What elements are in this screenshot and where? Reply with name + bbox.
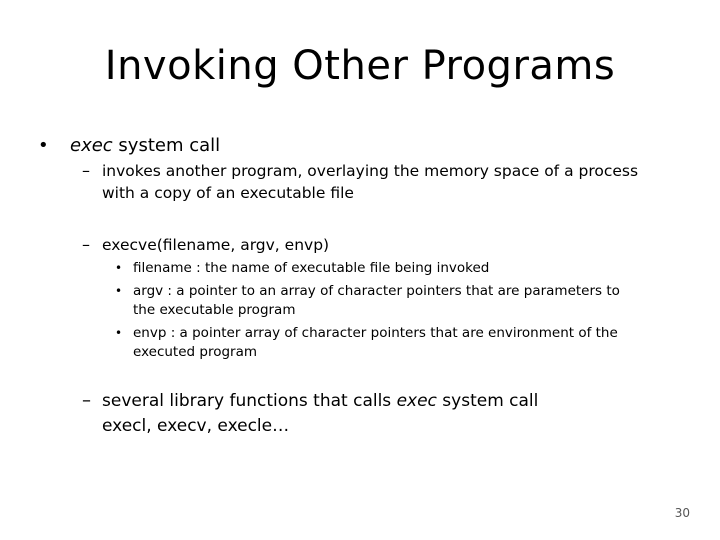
sub2-item3-line1: envp : a pointer array of character pointers that are environment of the bbox=[133, 325, 618, 341]
sub3-pre: several library functions that calls bbox=[102, 391, 397, 411]
sub1-dash: – bbox=[82, 161, 90, 180]
sub2-item2-line2: the executable program bbox=[133, 302, 296, 318]
sub3-post: system call bbox=[436, 391, 539, 411]
sub2-item1-bullet: • bbox=[115, 261, 123, 275]
sub2-item2-bullet: • bbox=[115, 284, 123, 298]
sub3-italic-term: exec bbox=[396, 391, 437, 411]
sub2-item3-line2: executed program bbox=[133, 344, 258, 360]
slide-title: Invoking Other Programs bbox=[104, 43, 616, 89]
sub3-dash: – bbox=[82, 390, 91, 411]
bullet-symbol: • bbox=[38, 135, 49, 156]
sub2-dash: – bbox=[82, 235, 90, 254]
sub1-line2: with a copy of an executable file bbox=[102, 184, 354, 202]
bullet-rest: system call bbox=[112, 135, 221, 156]
bullet-text bbox=[70, 133, 220, 159]
sub3-line2: execl, execv, execle… bbox=[102, 416, 290, 436]
sub2-item2-line1: argv : a pointer to an array of character pointers that are parameters to bbox=[133, 283, 620, 299]
sub3-line1 bbox=[102, 389, 538, 413]
sub2-text: execve(filename, argv, envp) bbox=[102, 236, 330, 254]
sub2-item3-bullet: • bbox=[115, 326, 123, 340]
sub1-line1: invokes another program, overlaying the memory space of a process bbox=[102, 162, 639, 180]
page-number: 30 bbox=[674, 506, 690, 520]
bullet-italic-term: exec bbox=[70, 135, 113, 156]
sub2-item1-line1: filename : the name of executable file being invoked bbox=[133, 260, 490, 276]
